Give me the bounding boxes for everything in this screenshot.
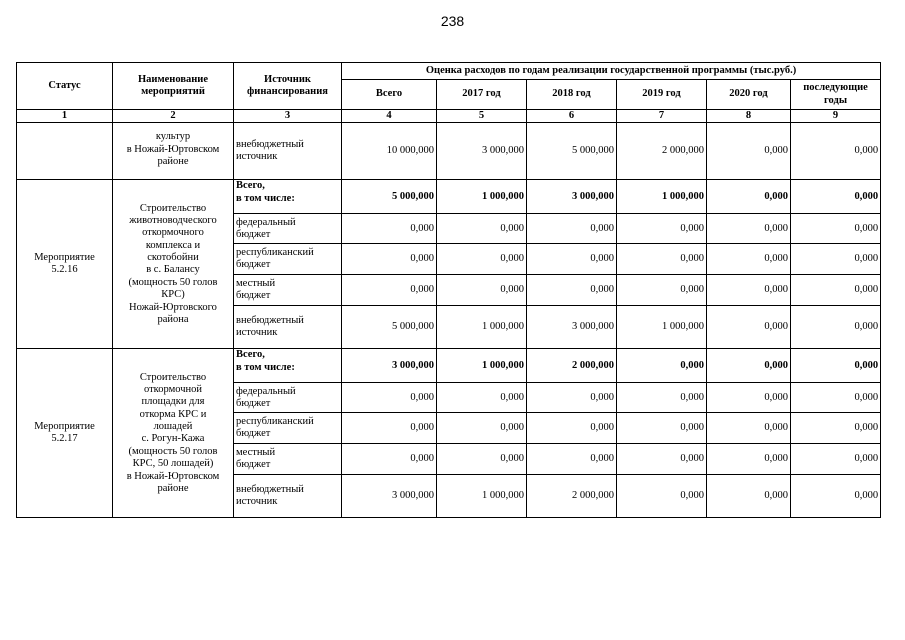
value-2020: 0,000 — [707, 123, 791, 180]
value-total: 5 000,000 — [342, 306, 437, 349]
value-2017: 1 000,000 — [437, 349, 527, 383]
funding-source-cell — [234, 214, 342, 244]
value-2019: 0,000 — [617, 413, 707, 444]
funding-source-cell — [234, 244, 342, 275]
value-2019: 1 000,000 — [617, 180, 707, 214]
column-number: 1 — [17, 110, 113, 123]
header-name — [113, 63, 234, 110]
event-name-line: районе — [157, 156, 189, 168]
funding-source-cell — [234, 383, 342, 413]
continuation-row — [17, 123, 881, 180]
value-2018: 2 000,000 — [527, 475, 617, 518]
header-2017: 2017 год — [437, 80, 527, 110]
value-total: 0,000 — [342, 444, 437, 475]
value-later-years: 0,000 — [791, 383, 881, 413]
event-status-line: Мероприятие — [34, 252, 95, 263]
header-expenses-group: Оценка расходов по годам реализации государственной программы (тыс.руб.) — [342, 63, 881, 80]
funding-source-line: бюджет — [236, 259, 271, 271]
header-total: Всего — [342, 80, 437, 110]
value-2019: 0,000 — [617, 383, 707, 413]
value-2019: 0,000 — [617, 244, 707, 275]
event-name-line: района — [157, 313, 189, 325]
event-total-row — [17, 180, 881, 214]
value-2019: 0,000 — [617, 475, 707, 518]
funding-source-cell — [234, 123, 342, 180]
event-name-line: КРС, 50 лошадей) — [132, 458, 214, 470]
value-total: 0,000 — [342, 214, 437, 244]
column-number-row — [17, 110, 881, 123]
funding-source-cell — [234, 413, 342, 444]
event-name-line: КРС) — [161, 289, 185, 301]
funding-source-line: бюджет — [236, 459, 271, 471]
header-source-line2: финансирования — [247, 86, 328, 97]
value-2020: 0,000 — [707, 180, 791, 214]
funding-source-line: источник — [236, 151, 278, 163]
header-later-line1: последующие — [803, 82, 868, 94]
value-2020: 0,000 — [707, 475, 791, 518]
funding-source-line: местный — [236, 447, 276, 458]
event-name-line: откормочной — [143, 383, 202, 395]
event-name-line: площадки для — [141, 396, 205, 408]
event-name-line: в Ножай-Юртовском — [126, 143, 220, 155]
value-2020: 0,000 — [707, 306, 791, 349]
funding-source-line: в том числе: — [236, 361, 295, 373]
value-2018: 2 000,000 — [527, 349, 617, 383]
funding-source-line: внебюджетный — [236, 315, 304, 326]
header-2019: 2019 год — [617, 80, 707, 110]
event-name-line: Строительство — [139, 202, 207, 214]
header-later-years — [791, 80, 881, 110]
funding-source-line: федеральный — [236, 385, 296, 397]
funding-source-cell — [234, 475, 342, 518]
event-name-line: с. Рогун-Кажа — [141, 433, 205, 445]
header-2018: 2018 год — [527, 80, 617, 110]
value-total: 3 000,000 — [342, 349, 437, 383]
funding-source-line: в том числе: — [236, 192, 295, 204]
value-later-years: 0,000 — [791, 413, 881, 444]
value-2017: 0,000 — [437, 413, 527, 444]
event-name-line: лошадей — [153, 421, 193, 432]
value-2018: 0,000 — [527, 214, 617, 244]
value-2020: 0,000 — [707, 383, 791, 413]
value-2017: 3 000,000 — [437, 123, 527, 180]
value-2020: 0,000 — [707, 214, 791, 244]
event-status-cell — [17, 180, 113, 349]
value-total: 5 000,000 — [342, 180, 437, 214]
value-2019: 1 000,000 — [617, 306, 707, 349]
value-2017: 0,000 — [437, 383, 527, 413]
value-2019: 0,000 — [617, 214, 707, 244]
value-total: 10 000,000 — [342, 123, 437, 180]
funding-source-cell — [234, 275, 342, 306]
funding-source-line: бюджет — [236, 228, 271, 240]
value-2020: 0,000 — [707, 444, 791, 475]
event-name-line: Строительство — [139, 371, 207, 383]
funding-source-cell — [234, 180, 342, 214]
value-2019: 2 000,000 — [617, 123, 707, 180]
event-status-line: 5.2.16 — [51, 264, 78, 276]
event-name-line: районе — [157, 482, 189, 494]
value-2018: 3 000,000 — [527, 180, 617, 214]
funding-source-line: республиканский — [236, 416, 314, 427]
event-name-line: (мощность 50 голов — [128, 445, 218, 457]
value-later-years: 0,000 — [791, 475, 881, 518]
value-2018: 5 000,000 — [527, 123, 617, 180]
value-2018: 0,000 — [527, 444, 617, 475]
column-number: 6 — [527, 110, 617, 123]
value-total: 3 000,000 — [342, 475, 437, 518]
value-2018: 0,000 — [527, 275, 617, 306]
event-name-line: (мощность 50 голов — [128, 276, 218, 288]
event-name-line: животноводческого — [129, 214, 217, 226]
column-number: 8 — [707, 110, 791, 123]
event-name-line: культур — [155, 131, 191, 143]
column-number: 4 — [342, 110, 437, 123]
value-2019: 0,000 — [617, 349, 707, 383]
value-2017: 1 000,000 — [437, 180, 527, 214]
event-name-cell — [113, 349, 234, 518]
value-later-years: 0,000 — [791, 444, 881, 475]
funding-source-line: федеральный — [236, 216, 296, 228]
value-later-years: 0,000 — [791, 214, 881, 244]
value-2018: 0,000 — [527, 413, 617, 444]
funding-source-line: Всего, — [236, 180, 265, 192]
value-2017: 1 000,000 — [437, 475, 527, 518]
funding-source-cell — [234, 349, 342, 383]
funding-source-line: республиканский — [236, 247, 314, 258]
funding-source-line: источник — [236, 327, 278, 339]
value-later-years: 0,000 — [791, 244, 881, 275]
value-2018: 0,000 — [527, 244, 617, 275]
value-2017: 0,000 — [437, 244, 527, 275]
funding-source-line: бюджет — [236, 397, 271, 409]
value-total: 0,000 — [342, 413, 437, 444]
event-name-line: комплекса и — [145, 239, 201, 251]
value-2017: 0,000 — [437, 214, 527, 244]
funding-source-line: источник — [236, 496, 278, 508]
budget-table — [16, 62, 881, 518]
event-name-line: в Ножай-Юртовском — [126, 470, 220, 482]
value-later-years: 0,000 — [791, 123, 881, 180]
status-cell — [17, 123, 113, 180]
header-2020: 2020 год — [707, 80, 791, 110]
funding-source-cell — [234, 444, 342, 475]
value-2020: 0,000 — [707, 349, 791, 383]
events-body — [17, 180, 881, 518]
event-status-cell — [17, 349, 113, 518]
event-name-line: откормочного — [142, 227, 204, 239]
column-number: 3 — [234, 110, 342, 123]
funding-source-line: внебюджетный — [236, 484, 304, 495]
value-2017: 0,000 — [437, 275, 527, 306]
funding-source-line: бюджет — [236, 290, 271, 302]
event-name-line: Ножай-Юртовского — [129, 301, 217, 313]
value-2020: 0,000 — [707, 413, 791, 444]
funding-source-line: местный — [236, 278, 276, 289]
value-2017: 0,000 — [437, 444, 527, 475]
value-later-years: 0,000 — [791, 349, 881, 383]
column-number: 7 — [617, 110, 707, 123]
column-number: 2 — [113, 110, 234, 123]
event-status-line: 5.2.17 — [51, 433, 78, 445]
funding-source-line: бюджет — [236, 428, 271, 440]
funding-source-line: Всего, — [236, 349, 265, 361]
event-status-line: Мероприятие — [34, 421, 95, 432]
event-name-line: скотобойни — [147, 252, 199, 263]
event-total-row — [17, 349, 881, 383]
value-2017: 1 000,000 — [437, 306, 527, 349]
funding-source-line: внебюджетный — [236, 139, 304, 150]
header-source-line1: Источник — [264, 73, 311, 85]
funding-source-cell — [234, 306, 342, 349]
column-number: 9 — [791, 110, 881, 123]
event-name-line: в с. Балансу — [146, 264, 200, 276]
column-number: 5 — [437, 110, 527, 123]
value-2020: 0,000 — [707, 275, 791, 306]
header-source — [234, 63, 342, 110]
event-name-cell — [113, 180, 234, 349]
value-2018: 0,000 — [527, 383, 617, 413]
header-later-line2: годы — [824, 94, 848, 106]
header-name-line2: мероприятий — [141, 86, 205, 97]
value-2019: 0,000 — [617, 275, 707, 306]
value-total: 0,000 — [342, 275, 437, 306]
value-total: 0,000 — [342, 383, 437, 413]
value-later-years: 0,000 — [791, 275, 881, 306]
page-number: 238 — [440, 13, 465, 29]
value-2019: 0,000 — [617, 444, 707, 475]
event-name-line: откорма КРС и — [139, 408, 207, 420]
event-name-cell — [113, 123, 234, 180]
header-name-line1: Наименование — [138, 73, 208, 85]
value-2020: 0,000 — [707, 244, 791, 275]
value-later-years: 0,000 — [791, 306, 881, 349]
header-status: Статус — [17, 63, 113, 110]
value-2018: 3 000,000 — [527, 306, 617, 349]
value-later-years: 0,000 — [791, 180, 881, 214]
value-total: 0,000 — [342, 244, 437, 275]
